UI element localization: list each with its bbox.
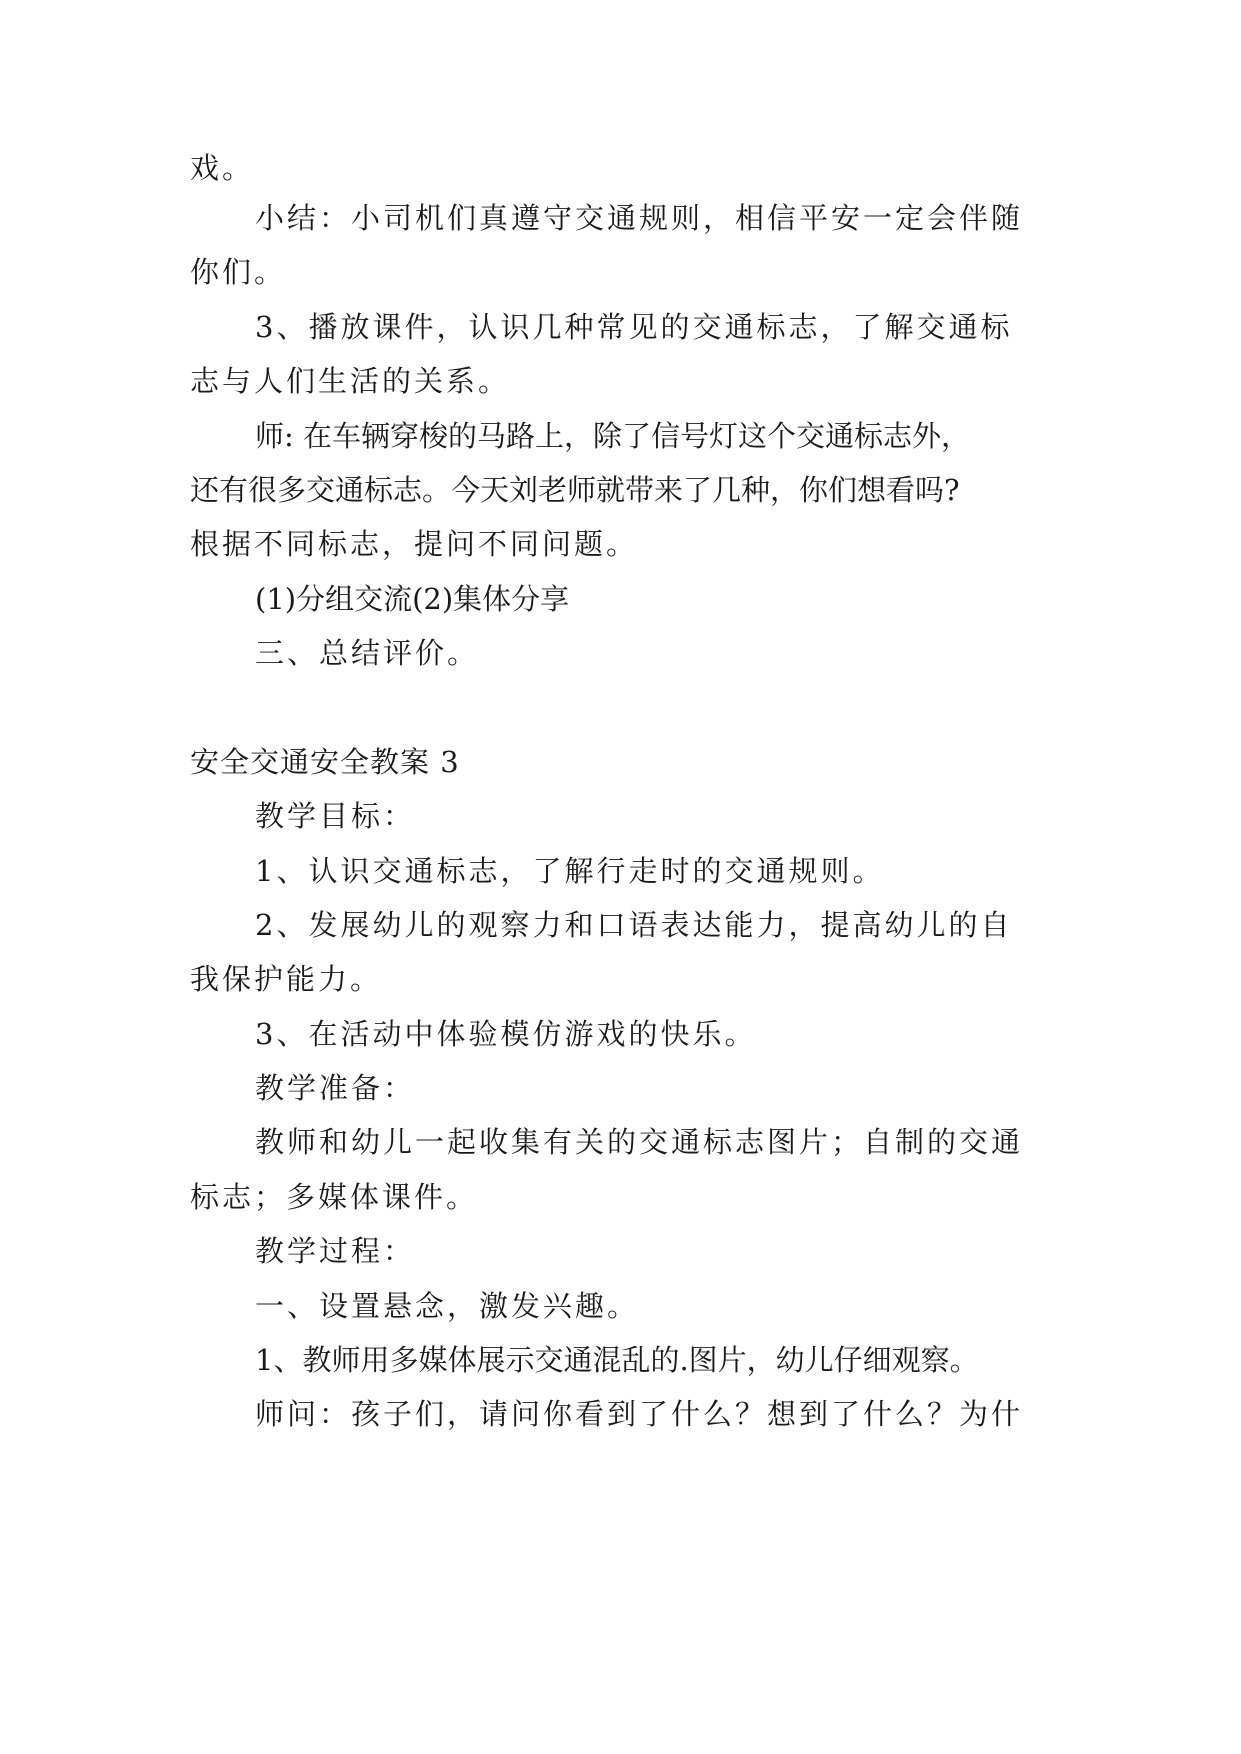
text-line: 师: 在车辆穿梭的马路上，除了信号灯这个交通标志外， — [255, 419, 970, 453]
text-line: 1、认识交通标志，了解行走时的交通规则。 — [255, 854, 885, 888]
section-heading: 安全交通安全教案 3 — [190, 745, 460, 779]
text-line: 你们。 — [190, 255, 287, 289]
text-line: 我保护能力。 — [190, 962, 383, 996]
text-line: 3、播放课件，认识几种常见的交通标志，了解交通标 — [255, 310, 1013, 344]
text-line: 教师和幼儿一起收集有关的交通标志图片；自制的交通 — [255, 1125, 1024, 1159]
text-line: 志与人们生活的关系。 — [190, 364, 511, 398]
text-line: 三、总结评价。 — [255, 636, 480, 670]
text-line: 小结：小司机们真遵守交通规则，相信平安一定会伴随 — [255, 201, 1024, 235]
text-line: 教学目标： — [255, 799, 416, 833]
text-line: 3、在活动中体验模仿游戏的快乐。 — [255, 1017, 757, 1051]
text-line: 2、发展幼儿的观察力和口语表达能力，提高幼儿的自 — [255, 908, 1013, 942]
text-line: 还有很多交通标志。今天刘老师就带来了几种，你们想看吗? — [190, 473, 960, 507]
text-line: (1)分组交流(2)集体分享 — [255, 582, 570, 616]
text-line: 标志；多媒体课件。 — [190, 1180, 479, 1214]
text-line: 教学准备： — [255, 1071, 416, 1105]
text-line: 1、教师用多媒体展示交通混乱的.图片，幼儿仔细观察。 — [255, 1343, 979, 1377]
text-line: 师问：孩子们，请问你看到了什么？想到了什么？为什 — [255, 1397, 1024, 1431]
text-line: 戏。 — [190, 151, 255, 185]
text-line: 一、设置悬念，激发兴趣。 — [255, 1289, 640, 1323]
text-line: 教学过程： — [255, 1234, 416, 1268]
text-line: 根据不同标志，提问不同问题。 — [190, 527, 639, 561]
